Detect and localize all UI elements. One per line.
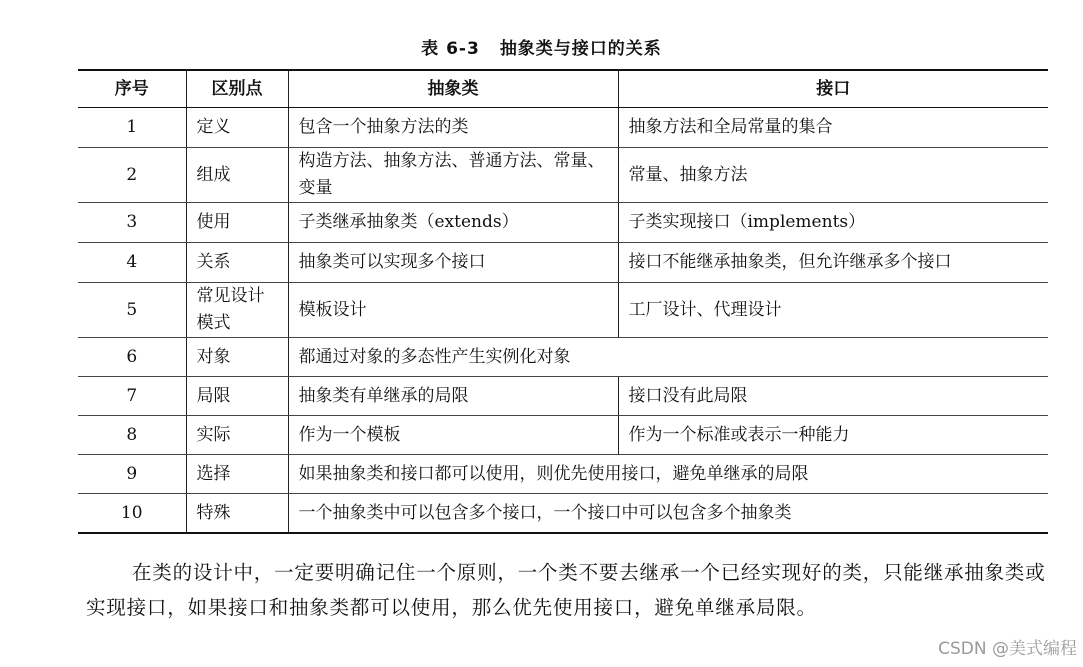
- table-caption: [0, 34, 1083, 59]
- row-no: 6: [78, 338, 186, 377]
- comparison-table: [78, 69, 1048, 534]
- table-row: [78, 243, 1048, 283]
- row-point: 特殊: [186, 494, 288, 534]
- row-no: 5: [78, 283, 186, 338]
- row-abstract: 抽象类有单继承的局限: [288, 377, 618, 416]
- body-paragraph: [86, 555, 1048, 625]
- row-merged-content: 一个抽象类中可以包含多个接口，一个接口中可以包含多个抽象类: [288, 494, 1048, 534]
- row-interface: 工厂设计、代理设计: [618, 283, 1048, 338]
- row-point: 实际: [186, 416, 288, 455]
- table-row: [78, 203, 1048, 243]
- table-number: 表 6-3: [421, 39, 480, 59]
- row-point: 局限: [186, 377, 288, 416]
- paragraph-text: 在类的设计中，一定要明确记住一个原则，一个类不要去继承一个已经实现好的类，只能继承抽象类或实现接口，如果接口和抽象类都可以使用，那么优先使用接口，避免单继承局限。: [86, 561, 1046, 619]
- watermark: CSDN @美式编程: [938, 639, 1077, 659]
- row-merged-content: 都通过对象的多态性产生实例化对象: [288, 338, 1048, 377]
- table-title: 抽象类与接口的关系: [499, 39, 662, 59]
- row-interface: 接口没有此局限: [618, 377, 1048, 416]
- row-abstract: 构造方法、抽象方法、普通方法、常量、变量: [288, 148, 618, 203]
- row-point: 定义: [186, 108, 288, 148]
- header-point: 区别点: [186, 70, 288, 108]
- row-point: 关系: [186, 243, 288, 283]
- row-point: 使用: [186, 203, 288, 243]
- row-abstract: 子类继承抽象类（extends）: [288, 203, 618, 243]
- table-row: [78, 338, 1048, 377]
- row-abstract: 作为一个模板: [288, 416, 618, 455]
- header-interface: 接口: [618, 70, 1048, 108]
- row-no: 7: [78, 377, 186, 416]
- row-point: 常见设计模式: [186, 283, 288, 338]
- row-interface: 抽象方法和全局常量的集合: [618, 108, 1048, 148]
- table-row: [78, 148, 1048, 203]
- row-no: 9: [78, 455, 186, 494]
- table-row: [78, 455, 1048, 494]
- row-abstract: 包含一个抽象方法的类: [288, 108, 618, 148]
- table-row: [78, 108, 1048, 148]
- row-no: 1: [78, 108, 186, 148]
- row-abstract: 抽象类可以实现多个接口: [288, 243, 618, 283]
- row-point: 选择: [186, 455, 288, 494]
- row-no: 2: [78, 148, 186, 203]
- table-row: [78, 377, 1048, 416]
- row-interface: 常量、抽象方法: [618, 148, 1048, 203]
- table-header-row: [78, 70, 1048, 108]
- row-interface: 子类实现接口（implements）: [618, 203, 1048, 243]
- table-row: [78, 494, 1048, 534]
- row-merged-content: 如果抽象类和接口都可以使用，则优先使用接口，避免单继承的局限: [288, 455, 1048, 494]
- header-no: 序号: [78, 70, 186, 108]
- row-no: 8: [78, 416, 186, 455]
- row-interface: 接口不能继承抽象类，但允许继承多个接口: [618, 243, 1048, 283]
- row-no: 10: [78, 494, 186, 534]
- row-point: 组成: [186, 148, 288, 203]
- row-abstract: 模板设计: [288, 283, 618, 338]
- row-point: 对象: [186, 338, 288, 377]
- row-interface: 作为一个标准或表示一种能力: [618, 416, 1048, 455]
- table-row: [78, 416, 1048, 455]
- row-no: 4: [78, 243, 186, 283]
- row-no: 3: [78, 203, 186, 243]
- header-abstract-class: 抽象类: [288, 70, 618, 108]
- table-row: [78, 283, 1048, 338]
